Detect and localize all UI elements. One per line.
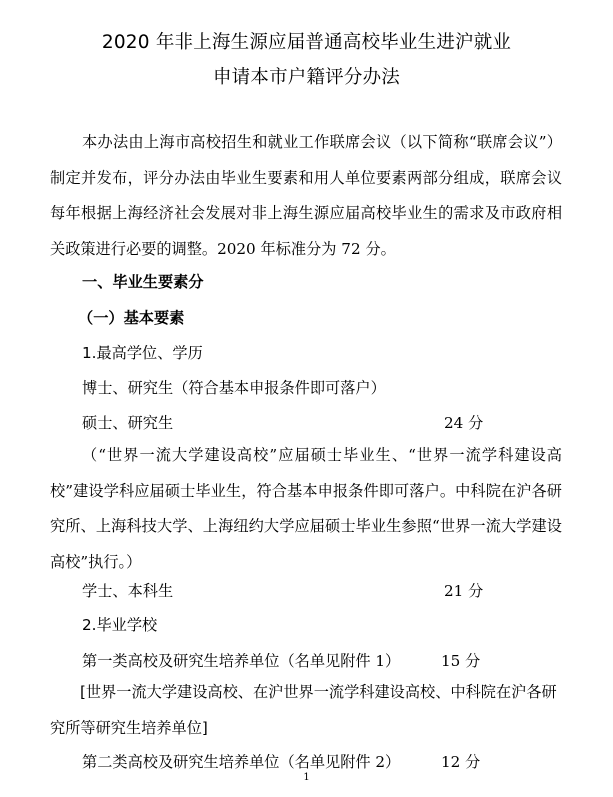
degree-master: 硕士、研究生 (82, 414, 174, 432)
item-heading-school: 2.毕业学校 (82, 616, 158, 634)
page-number: 1 (303, 772, 310, 783)
school-category-1-note: [世界一流大学建设高校、在沪世界一流学科建设高校、中科院在沪各研究所等研究生培养单位] (50, 683, 557, 737)
subsection-heading-basic-factors: （一）基本要素 (78, 309, 185, 327)
item-heading-degree: 1.最高学位、学历 (82, 344, 203, 362)
school-category-1: 第一类高校及研究生培养单位（名单见附件 1） (82, 652, 401, 670)
degree-master-score: 24 分 (444, 414, 484, 432)
degree-phd: 博士、研究生（符合基本申报条件即可落户） (82, 379, 386, 397)
school-category-1-score: 15 分 (441, 652, 481, 670)
degree-bachelor-score: 21 分 (444, 582, 484, 600)
document-title-line-2: 申请本市户籍评分办法 (212, 67, 400, 88)
section-heading-graduate-factors: 一、毕业生要素分 (82, 273, 204, 291)
degree-bachelor: 学士、本科生 (82, 582, 174, 600)
document-title-line-1: 2020 年非上海生源应届普通高校毕业生进沪就业 (101, 32, 512, 53)
intro-paragraph: 本办法由上海市高校招生和就业工作联席会议（以下简称“联席会议”）制定并发布，评分办法由毕业生要素和用人单位要素两部分组成，联席会议每年根据上海经济社会发展对非上海生源应届高校毕业生的需求及市政府相关政策进行必要的调整。2020 年标准分为 72 分。 (50, 133, 562, 258)
degree-master-note: （“世界一流大学建设高校”应届硕士毕业生、“世界一流学科建设高校”建设学科应届硕士毕业生，符合基本申报条件即可落户。中科院在沪各研究所、上海科技大学、上海纽约大学应届硕士毕业生参照“世界一流大学建设高校”执行。） (50, 446, 562, 571)
school-category-2: 第二类高校及研究生培养单位（名单见附件 2） (82, 753, 401, 771)
school-category-2-score: 12 分 (441, 753, 481, 771)
